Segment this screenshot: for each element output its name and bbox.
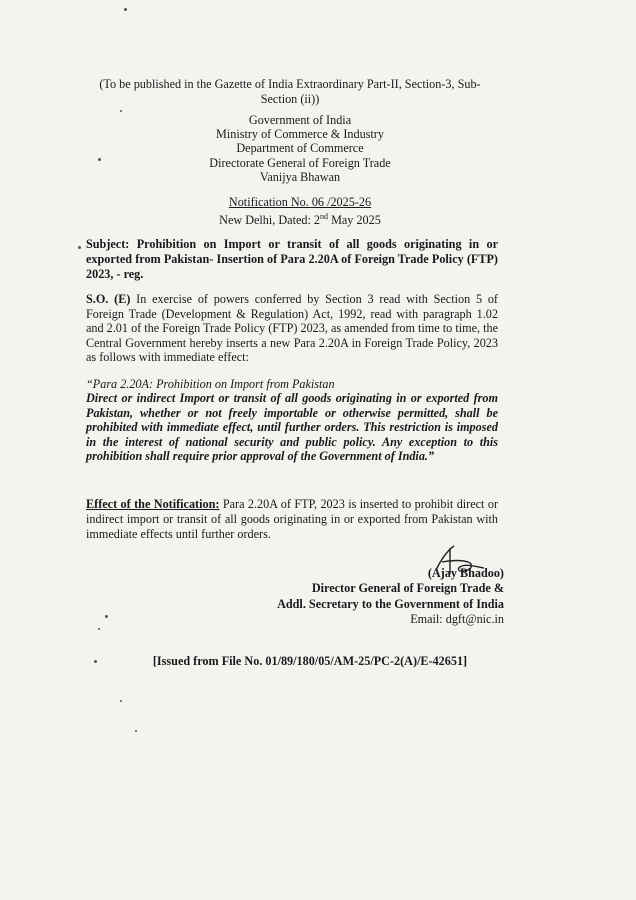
date-suffix: May 2025 <box>328 212 381 227</box>
file-reference: [Issued from File No. 01/89/180/05/AM-25/PC-2(A)/E-42651] <box>152 654 468 668</box>
para-2-20a-quote <box>86 377 498 463</box>
notification-header <box>180 195 420 227</box>
signatory-title-1: Director General of Foreign Trade & <box>311 581 504 596</box>
directorate-line: Directorate General of Foreign Trade <box>209 155 391 170</box>
scan-speck <box>94 660 97 663</box>
signatory-block <box>240 566 504 628</box>
date-sup: nd <box>320 211 329 221</box>
gazette-note: (To be published in the Gazette of India Extraordinary Part-II, Section-3, Sub-Section (ii)) <box>99 77 481 106</box>
ministry-line: Ministry of Commerce & Industry <box>216 127 384 142</box>
scan-speck <box>135 730 137 732</box>
para-title: “Para 2.20A: Prohibition on Import from Pakistan <box>86 377 335 391</box>
notification-number: Notification No. 06 /2025-26 <box>228 195 372 209</box>
signatory-email: Email: dgft@nic.in <box>410 612 504 627</box>
bhawan-line: Vanijya Bhawan <box>259 169 341 184</box>
effect-label: Effect of the Notification: <box>86 497 220 511</box>
scan-speck <box>124 8 127 11</box>
scan-speck <box>78 246 81 249</box>
so-text: In exercise of powers conferred by Section 3 read with Section 5 of Foreign Trade (Development & Regulation) Act, 1992, read with paragraph 1.02 and 2.01 of the Foreign Trade Policy (FTP) 2023, as amended from time to time, the Central Government hereby inserts a new Para 2.20A in Foreign Trade Policy, 2023 as follows with immediate effect: <box>86 292 498 365</box>
scan-speck <box>98 628 100 630</box>
govt-line: Government of India <box>248 113 352 127</box>
scan-speck <box>120 700 122 702</box>
scan-speck <box>120 110 122 112</box>
date-prefix: New Delhi, Dated: 2 <box>219 212 321 227</box>
so-label: S.O. (E) <box>86 292 131 306</box>
notification-date <box>180 210 420 228</box>
subject-line: Subject: Prohibition on Import or transit of all goods originating in or exported from Pakistan- Insertion of Para 2.20A of Foreign Trade Policy (FTP) 2023, - reg. <box>86 237 498 281</box>
effect-paragraph <box>86 497 498 541</box>
effect-text: Para 2.20A of FTP, 2023 is inserted to prohibit direct or indirect import or transit of all goods originating in or exported from Pakistan with immediate effects until further orders. <box>86 497 499 541</box>
government-header <box>180 113 420 184</box>
signatory-name: (Ajay Bhadoo) <box>427 566 504 580</box>
signatory-title-2: Addl. Secretary to the Government of India <box>277 596 504 611</box>
department-line: Department of Commerce <box>236 141 364 156</box>
scan-speck <box>105 615 108 618</box>
para-body: Direct or indirect Import or transit of all goods originating in or exported from Pakistan, whether or not freely importable or otherwise permitted, shall be prohibited with immediate effect, until further orders. This restriction is imposed in the interest of national security and public policy. Any exception to this prohibition shall require prior approval of the Government of India.” <box>86 391 498 464</box>
so-paragraph <box>86 292 498 365</box>
scan-speck <box>98 158 101 161</box>
